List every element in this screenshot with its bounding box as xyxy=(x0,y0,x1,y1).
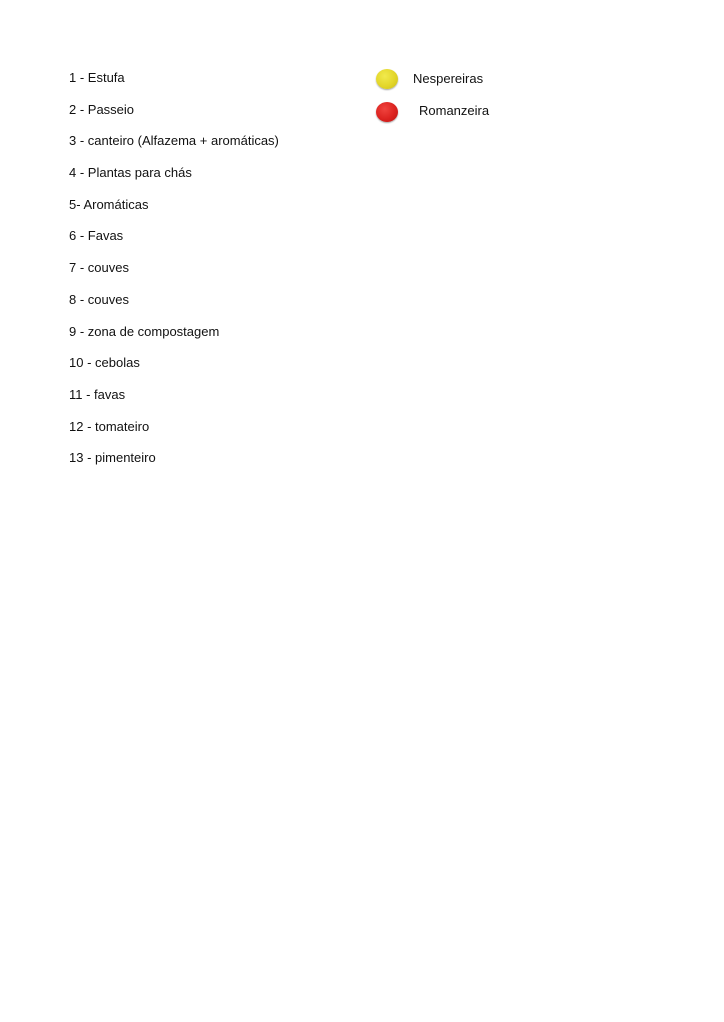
legend-item-12: 12 - tomateiro xyxy=(69,418,150,434)
legend-item-13: 13 - pimenteiro xyxy=(69,450,156,466)
legend-item-7: 7 - couves xyxy=(69,260,129,276)
yellow-circle-marker-icon xyxy=(376,69,398,89)
legend-item-6: 6 - Favas xyxy=(69,228,124,244)
legend-item-2: 2 - Passeio xyxy=(69,101,135,117)
legend-item-4: 4 - Plantas para chás xyxy=(69,165,192,181)
plot-legend-list xyxy=(69,69,279,481)
tree-label-romanzeira: Romanzeira xyxy=(419,103,490,118)
legend-item-10: 10 - cebolas xyxy=(69,355,140,371)
legend-item-11: 11 - favas xyxy=(69,386,126,402)
legend-item-1: 1 - Estufa xyxy=(69,70,125,85)
legend-item-3: 3 - canteiro (Alfazema + aromáticas) xyxy=(69,133,279,149)
red-circle-marker-icon xyxy=(376,102,398,122)
tree-label-nespereiras: Nespereiras xyxy=(413,71,484,86)
legend-item-9: 9 - zona de compostagem xyxy=(69,323,220,339)
legend-item-8: 8 - couves xyxy=(69,291,129,307)
legend-item-5: 5- Aromáticas xyxy=(69,196,149,212)
